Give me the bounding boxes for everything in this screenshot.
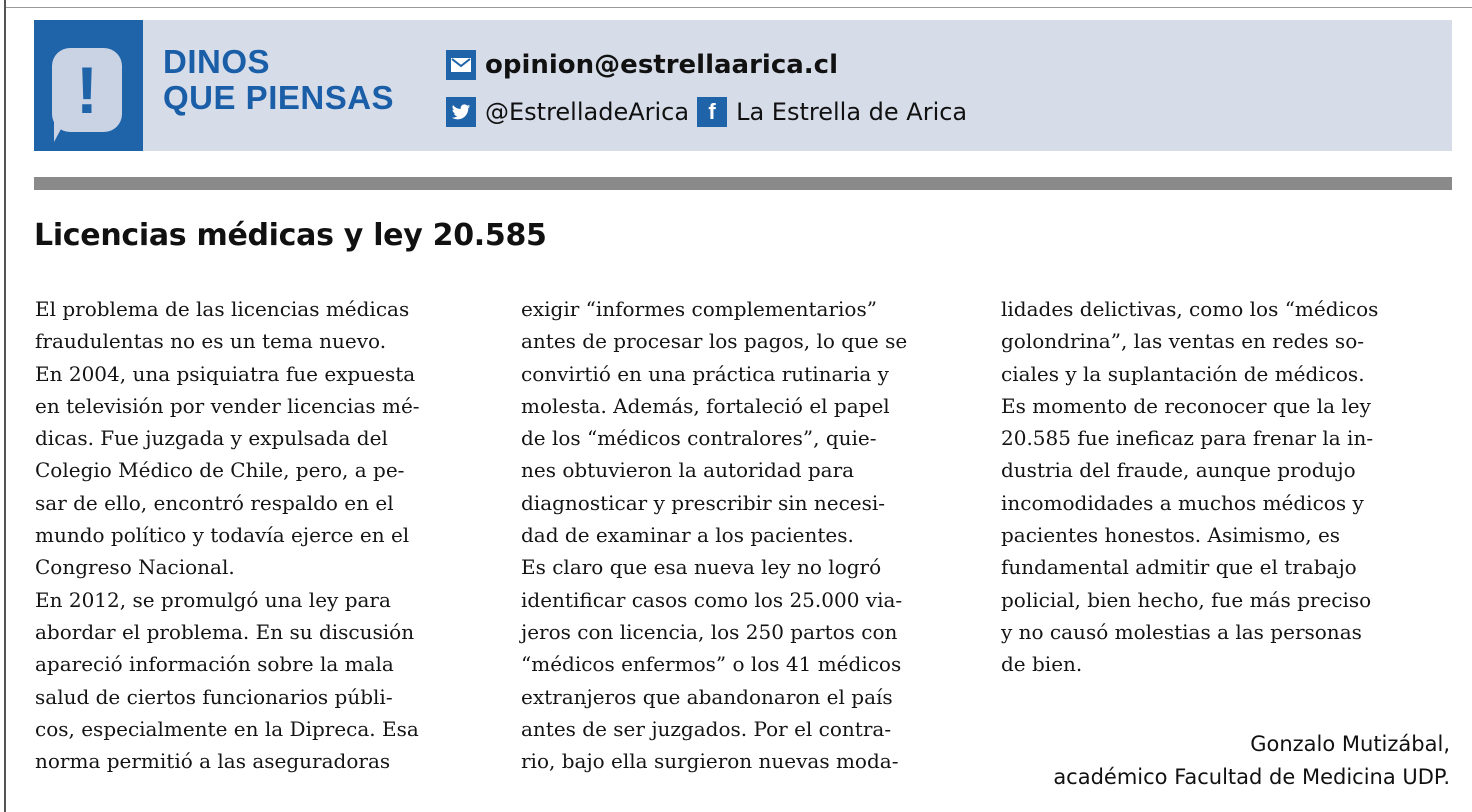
text-line: de los “médicos contralores”, quie- bbox=[521, 426, 877, 451]
section-divider bbox=[34, 177, 1452, 190]
text-line: extranjeros que abandonaron el país bbox=[521, 684, 893, 709]
author-name: Gonzalo Mutizábal, bbox=[1250, 732, 1450, 756]
page-left-edge bbox=[0, 0, 6, 812]
author-signature bbox=[1053, 728, 1450, 794]
text-line: dad de examinar a los pacientes. bbox=[521, 523, 854, 548]
text-line: Colegio Médico de Chile, pero, a pe- bbox=[35, 458, 405, 483]
article-headline: Licencias médicas y ley 20.585 bbox=[34, 218, 547, 253]
text-line: rio, bajo ella surgieron nuevas moda- bbox=[521, 749, 899, 774]
article-column-2 bbox=[521, 293, 971, 777]
text-line: lidades delictivas, como los “médicos bbox=[1001, 297, 1379, 321]
text-line: antes de ser juzgados. Por el contra- bbox=[521, 716, 892, 741]
text-line: convirtió en una práctica rutinaria y bbox=[521, 361, 889, 386]
text-line: “médicos enfermos” o los 41 médicos bbox=[521, 652, 902, 677]
text-line: Congreso Nacional. bbox=[35, 555, 235, 580]
text-line: fundamental admitir que el trabajo bbox=[1001, 555, 1357, 580]
text-line: incomodidades a muchos médicos y bbox=[1001, 490, 1364, 515]
text-line: exigir “informes complementarios” bbox=[521, 297, 877, 321]
text-line: en televisión por vender licencias mé- bbox=[35, 393, 420, 418]
text-line: golondrina”, las ventas en redes so- bbox=[1001, 329, 1364, 354]
facebook-icon: f bbox=[697, 97, 727, 127]
text-line: norma permitió a las aseguradoras bbox=[35, 749, 391, 774]
text-line: ciales y la suplantación de médicos. bbox=[1001, 361, 1365, 386]
email-address[interactable]: opinion@estrellaarica.cl bbox=[485, 50, 838, 80]
author-title: académico Facultad de Medicina UDP. bbox=[1053, 765, 1450, 789]
text-line: Es claro que esa nueva ley no logró bbox=[521, 555, 882, 580]
text-line: jeros con licencia, los 250 partos con bbox=[521, 619, 898, 644]
article-column-3 bbox=[1001, 293, 1451, 681]
text-line: policial, bien hecho, fue más preciso bbox=[1001, 587, 1372, 612]
text-line: de bien. bbox=[1001, 652, 1083, 677]
email-icon bbox=[446, 50, 476, 80]
text-line: El problema de las licencias médicas bbox=[35, 297, 410, 321]
text-line: nes obtuvieron la autoridad para bbox=[521, 458, 855, 483]
text-line: identificar casos como los 25.000 via- bbox=[521, 587, 903, 612]
social-contacts bbox=[446, 97, 967, 127]
article-column-1 bbox=[35, 293, 485, 777]
text-line: En 2012, se promulgó una ley para bbox=[35, 587, 391, 612]
facebook-page[interactable]: La Estrella de Arica bbox=[736, 98, 968, 126]
text-line: pacientes honestos. Asimismo, es bbox=[1001, 523, 1341, 548]
text-line: sar de ello, encontró respaldo en el bbox=[35, 490, 394, 515]
text-line: y no causó molestias a las personas bbox=[1001, 619, 1362, 644]
text-line: abordar el problema. En su discusión bbox=[35, 619, 415, 644]
exclamation-icon bbox=[34, 20, 143, 151]
page-top-edge bbox=[0, 0, 1472, 8]
text-line: Es momento de reconocer que la ley bbox=[1001, 393, 1371, 418]
twitter-handle[interactable]: @EstrelladeArica bbox=[485, 98, 690, 126]
text-line: salud de ciertos funcionarios públi- bbox=[35, 684, 393, 709]
text-line: antes de procesar los pagos, lo que se bbox=[521, 329, 908, 354]
banner-title-line2: QUE PIENSAS bbox=[163, 79, 395, 116]
text-line: En 2004, una psiquiatra fue expuesta bbox=[35, 361, 416, 386]
twitter-icon bbox=[446, 97, 476, 127]
text-line: 20.585 fue ineficaz para frenar la in- bbox=[1001, 426, 1374, 451]
text-line: dustria del fraude, aunque produjo bbox=[1001, 458, 1356, 483]
text-line: dicas. Fue juzgada y expulsada del bbox=[35, 426, 388, 451]
banner-title-line1: DINOS bbox=[163, 43, 271, 80]
text-line: apareció información sobre la mala bbox=[35, 652, 394, 677]
email-contact bbox=[446, 50, 838, 80]
text-line: mundo político y todavía ejerce en el bbox=[35, 523, 410, 548]
text-line: cos, especialmente en la Dipreca. Esa bbox=[35, 716, 419, 741]
text-line: molesta. Además, fortaleció el papel bbox=[521, 393, 890, 418]
text-line: fraudulentas no es un tema nuevo. bbox=[35, 329, 387, 354]
banner-title bbox=[163, 44, 394, 116]
text-line: diagnosticar y prescribir sin necesi- bbox=[521, 490, 886, 515]
exclamation-mark: ! bbox=[76, 53, 98, 127]
